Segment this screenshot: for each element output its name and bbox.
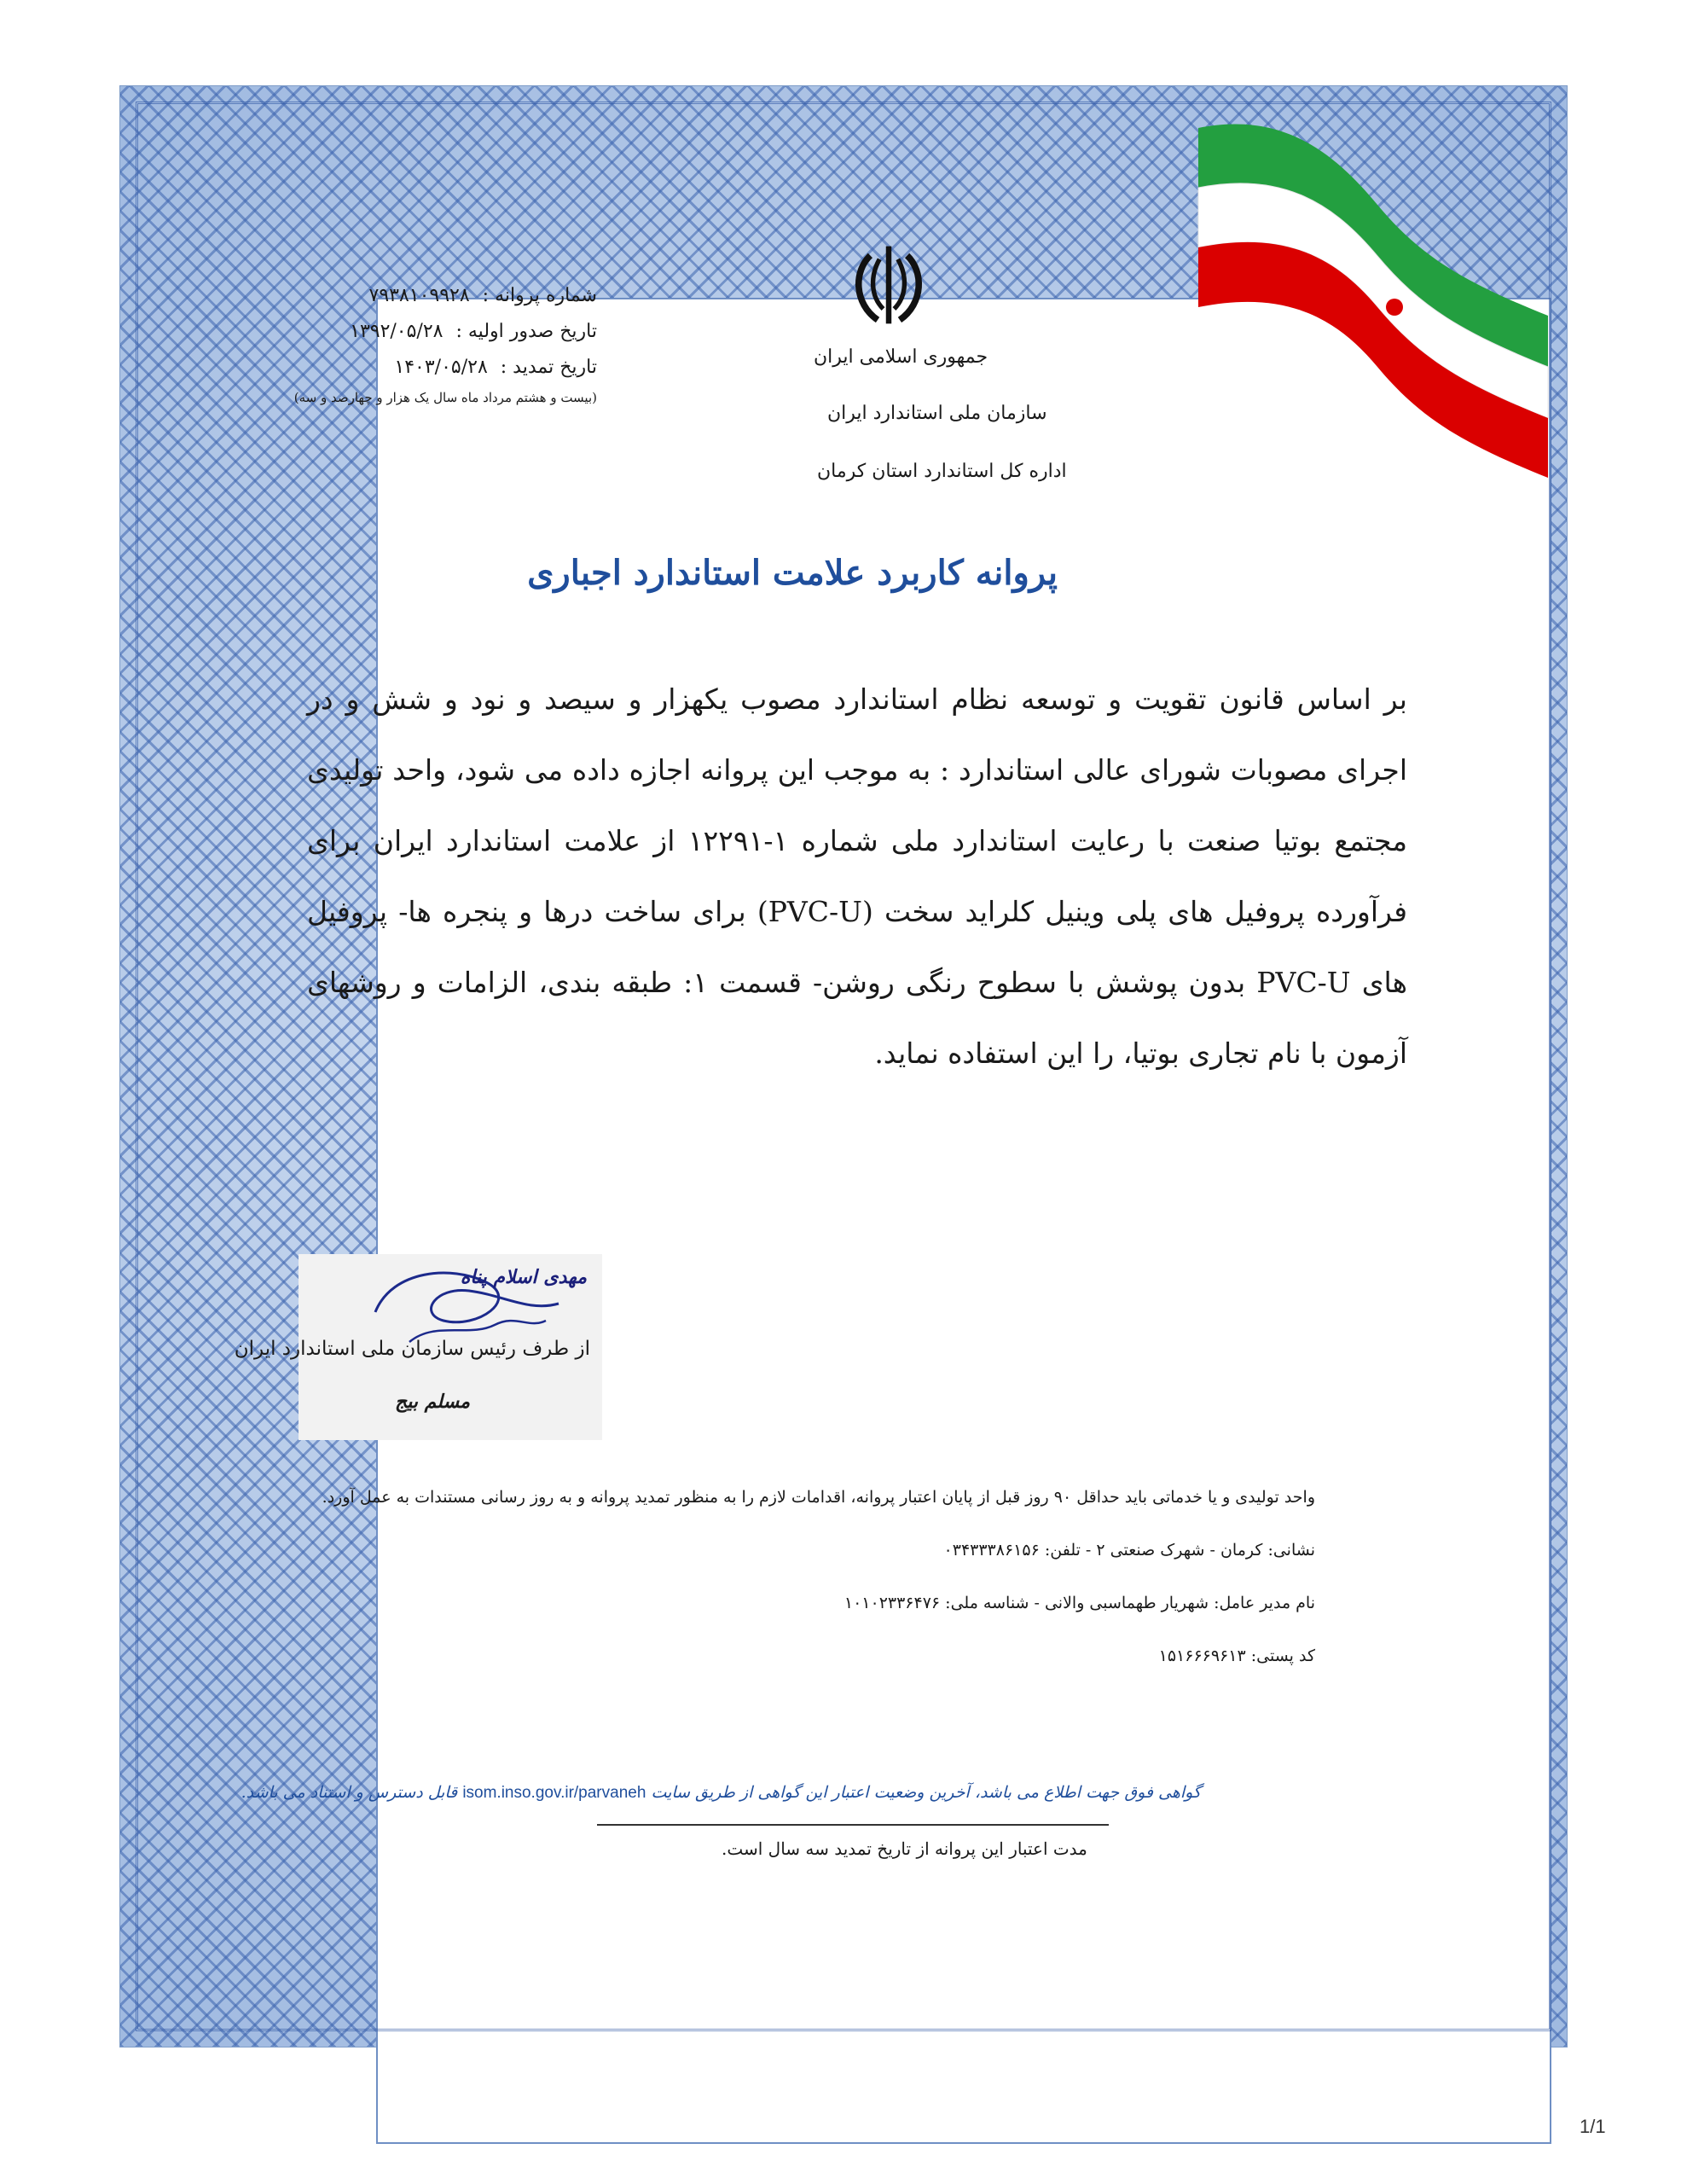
signatory-name: مهدی اسلام پناه <box>460 1266 587 1288</box>
first-issue-row <box>350 314 597 350</box>
license-number-label: شماره پروانه : <box>482 285 597 306</box>
signatory-role: از طرف رئیس سازمان ملی استاندارد ایران <box>234 1338 590 1360</box>
iran-emblem-icon <box>843 239 935 331</box>
first-issue-label: تاریخ صدور اولیه : <box>455 321 597 342</box>
validity-note: مدت اعتبار این پروانه از تاریخ تمدید سه سال است. <box>722 1838 1087 1859</box>
renewal-notice: واحد تولیدی و یا خدماتی باید حداقل ۹۰ روز قبل از پایان اعتبار پروانه، اقدامات لازم را به منظور تمدید پروانه و به روز رسانی مستندات به عمل آورد. <box>322 1488 1315 1507</box>
iran-flag-icon <box>1181 102 1565 546</box>
signature-mark: مسلم بیج <box>395 1391 470 1413</box>
renewal-note: (بیست و هشتم مرداد ماه سال یک هزار و چهارصد و سه) <box>293 390 597 405</box>
license-meta <box>293 278 597 410</box>
verification-prefix: گواهی فوق جهت اطلاع می باشد، آخرین وضعیت اعتبار این گواهی از طریق سایت <box>651 1783 1201 1802</box>
company-manager: نام مدیر عامل: شهریار طهماسبی والانی - شناسه ملی: ۱۰۱۰۲۳۳۶۴۷۶ <box>844 1594 1315 1612</box>
signature-block <box>234 1254 602 1440</box>
renewal-date: ۱۴۰۳/۰۵/۲۸ <box>394 357 488 378</box>
certificate-body: بر اساس قانون تقویت و توسعه نظام استاندارد مصوب یکهزار و سیصد و نود و شش و در اجرای مصوبات شورای عالی استاندارد : به موجب این پروانه اجازه داده می شود، واحد تولیدی مجتمع بوتیا صنعت با رعایت استاندارد ملی شماره ۱-۱۲۲۹۱ از علامت استاندارد ایران برای فرآورده پروفیل های پلی وینیل کلراید سخت (PVC-U) برای ساخت درها و پنجره ها- پروفیل های PVC-U بدون پوشش با سطوح رنگی روشن- قسمت ۱: طبقه بندی، الزامات و روشهای آزمون با نام تجاری بوتیا، را این استفاده نماید. <box>307 682 1408 1070</box>
renewal-row <box>375 350 597 386</box>
renewal-label: تاریخ تمدید : <box>500 357 597 378</box>
license-number-row <box>368 278 597 314</box>
company-address: نشانی: کرمان - شهرک صنعتی ۲ - تلفن: ۰۳۴۳۳۳۸۶۱۵۶ <box>943 1541 1315 1560</box>
header-organization: سازمان ملی استاندارد ایران <box>827 403 1047 424</box>
license-number: ۷۹۳۸۱۰۹۹۲۸ <box>368 285 470 306</box>
verification-link[interactable]: isom.inso.gov.ir/parvaneh <box>462 1784 646 1802</box>
verification-underline <box>597 1824 1109 1826</box>
header-country: جمهوری اسلامی ایران <box>814 346 988 368</box>
first-issue-date: ۱۳۹۲/۰۵/۲۸ <box>350 321 443 342</box>
certificate-title: پروانه کاربرد علامت استاندارد اجباری <box>527 553 1058 593</box>
verification-note <box>241 1783 1201 1803</box>
company-postal-code: کد پستی: ۱۵۱۶۶۶۹۶۱۳ <box>1158 1647 1315 1665</box>
verification-suffix: قابل دسترس و استناد می باشد. <box>241 1783 458 1802</box>
header-branch: اداره کل استاندارد استان کرمان <box>817 461 1067 482</box>
page-number: 1/1 <box>1580 2116 1606 2137</box>
